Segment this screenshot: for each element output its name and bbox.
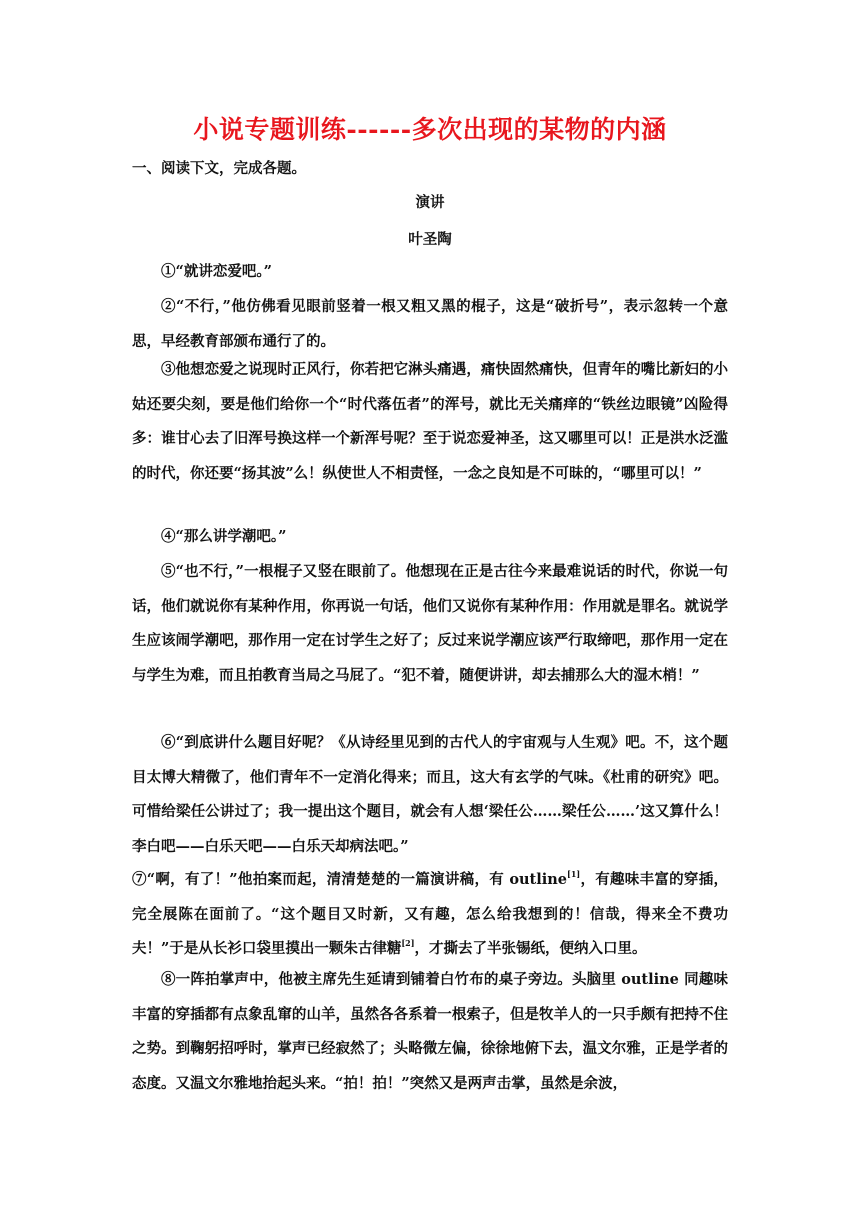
paragraph-6: ⑥“到底讲什么题目好呢？《从诗经里见到的古代人的宇宙观与人生观》吧。不，这个题目太博大精微了，他们青年不一定消化得来；而且，这大有玄学的气味。《杜甫的研究》吧。可惜给梁任公讲过了；我一提出这个题目，就会有人想‘梁任公……梁任公……’这又算什么！李白吧——白乐天吧——白乐天却病法吧。” — [132, 734, 728, 855]
question-instruction: 一、阅读下文，完成各题。 — [132, 160, 306, 177]
paragraph-5: ⑤“也不行，”一根棍子又竖在眼前了。他想现在正是古往今来最难说话的时代，你说一句话，他们就说你有某种作用，你再说一句话，他们又说你有某种作用：作用就是罪名。就说学生应该闹学潮吧，那作用一定在讨学生之好了；反过来说学潮应该严行取缔吧，那作用一定在与学生为难，而且拍教育当局之马屁了。“犯不着，随便讲讲，却去捕那么大的湿木梢！” — [132, 563, 728, 684]
paragraph-1: ①“就讲恋爱吧。” — [161, 263, 272, 280]
paragraph-8: ⑧一阵拍掌声中，他被主席先生延请到铺着白竹布的桌子旁边。头脑里 outline 同趣味丰富的穿插都有点象乱窜的山羊，虽然各各系着一根索子，但是牧羊人的一只手颇有把持不住之势。到鞠躬招呼时，掌声已经寂然了；头略微左偏，徐徐地俯下去，温文尔雅，正是学者的态度。又温文尔雅地抬起头来。“拍！拍！”突然又是两声击掌，虽然是余波， — [132, 971, 728, 1092]
paragraph-7-part-3: ，才撕去了半张锡纸，便纳入口里。 — [414, 940, 647, 958]
paragraph-7 — [132, 863, 728, 967]
paragraph-7-part-2: ，有趣味丰富的穿插，完全展陈在面前了。“这个题目又时新，又有趣，怎么给我想到的！信哉，得来全不费功夫！”于是从长衫口袋里摸出一颗朱古律糖 — [132, 871, 728, 958]
paragraph-7-part-1: ⑦“啊，有了！”他拍案而起，清清楚楚的一篇演讲稿，有 outline — [132, 871, 568, 888]
story-author: 叶圣陶 — [408, 231, 452, 248]
document-title: 小说专题训练------多次出现的某物的内涵 — [193, 115, 667, 144]
footnote-ref-1[interactable]: [1] — [567, 869, 581, 880]
footnote-ref-2[interactable]: [2] — [401, 938, 415, 949]
paragraph-2: ②“不行，”他仿佛看见眼前竖着一根又粗又黑的棍子，这是“破折号”，表示忽转一个意思，早经教育部颁布通行了的。 — [132, 298, 728, 350]
paragraph-3: ③他想恋爱之说现时正风行，你若把它淋头痛遇，痛快固然痛快，但青年的嘴比新妇的小姑还要尖刻，要是他们给你一个“时代落伍者”的浑号，就比无关痛痒的“铁丝边眼镜”凶险得多：谁甘心去了旧浑号换这样一个新浑号呢？至于说恋爱神圣，这又哪里可以！正是洪水泛滥的时代，你还要“扬其波”么！纵使世人不相责怪，一念之良知是不可昧的，“哪里可以！” — [132, 361, 728, 482]
paragraph-4: ④“那么讲学潮吧。” — [161, 528, 287, 545]
story-title: 演讲 — [415, 194, 445, 211]
